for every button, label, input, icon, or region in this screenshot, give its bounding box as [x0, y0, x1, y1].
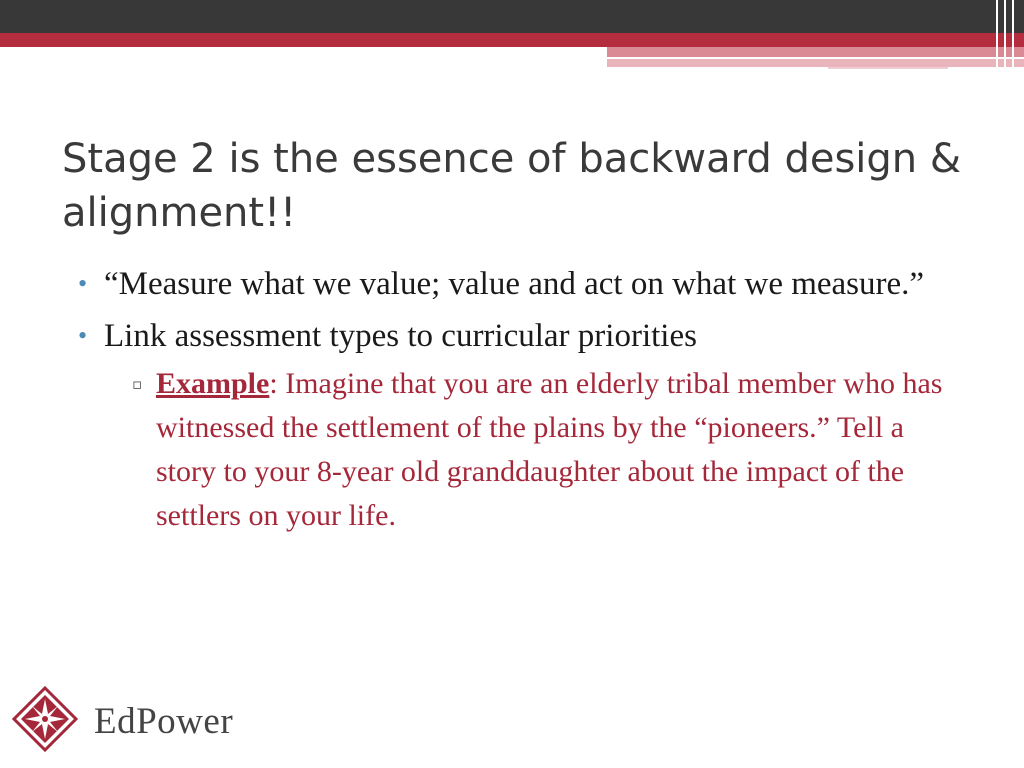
sub-bullet-item	[134, 362, 968, 538]
slide-body	[78, 262, 978, 538]
header-stripe	[1004, 0, 1006, 70]
header-stripe	[996, 0, 998, 70]
bullet-item	[78, 262, 964, 306]
header-stripe	[1012, 0, 1014, 70]
example-text: Imagine that you are an elderly tribal member who has witnessed the settlement of the plains by the “pioneers.” Tell a story to your 8-year old granddaughter about the impact of the settlers on your life.	[156, 367, 943, 532]
bullet-text: “Measure what we value; value and act on what we measure.”	[104, 266, 925, 302]
header-band-stub	[828, 67, 948, 69]
example-separator: :	[269, 367, 278, 400]
logo-text: EdPower	[94, 701, 234, 742]
edpower-diamond-logo-icon	[12, 686, 78, 752]
example-label: Example	[156, 367, 270, 400]
bullet-marker: •	[78, 269, 88, 298]
bullet-text: Link assessment types to curricular priorities	[104, 318, 697, 354]
edpower-logo	[12, 686, 252, 754]
sub-bullet-marker: ▫	[132, 375, 143, 393]
header-band-red	[0, 33, 1024, 47]
header-band-pink-light	[607, 59, 1024, 67]
bullet-marker: •	[78, 321, 88, 350]
bullet-item	[78, 314, 964, 358]
slide-title: Stage 2 is the essence of backward design & alignment!!	[62, 136, 962, 236]
header-band-pink	[607, 47, 1024, 57]
header-band-dark	[0, 0, 1024, 33]
